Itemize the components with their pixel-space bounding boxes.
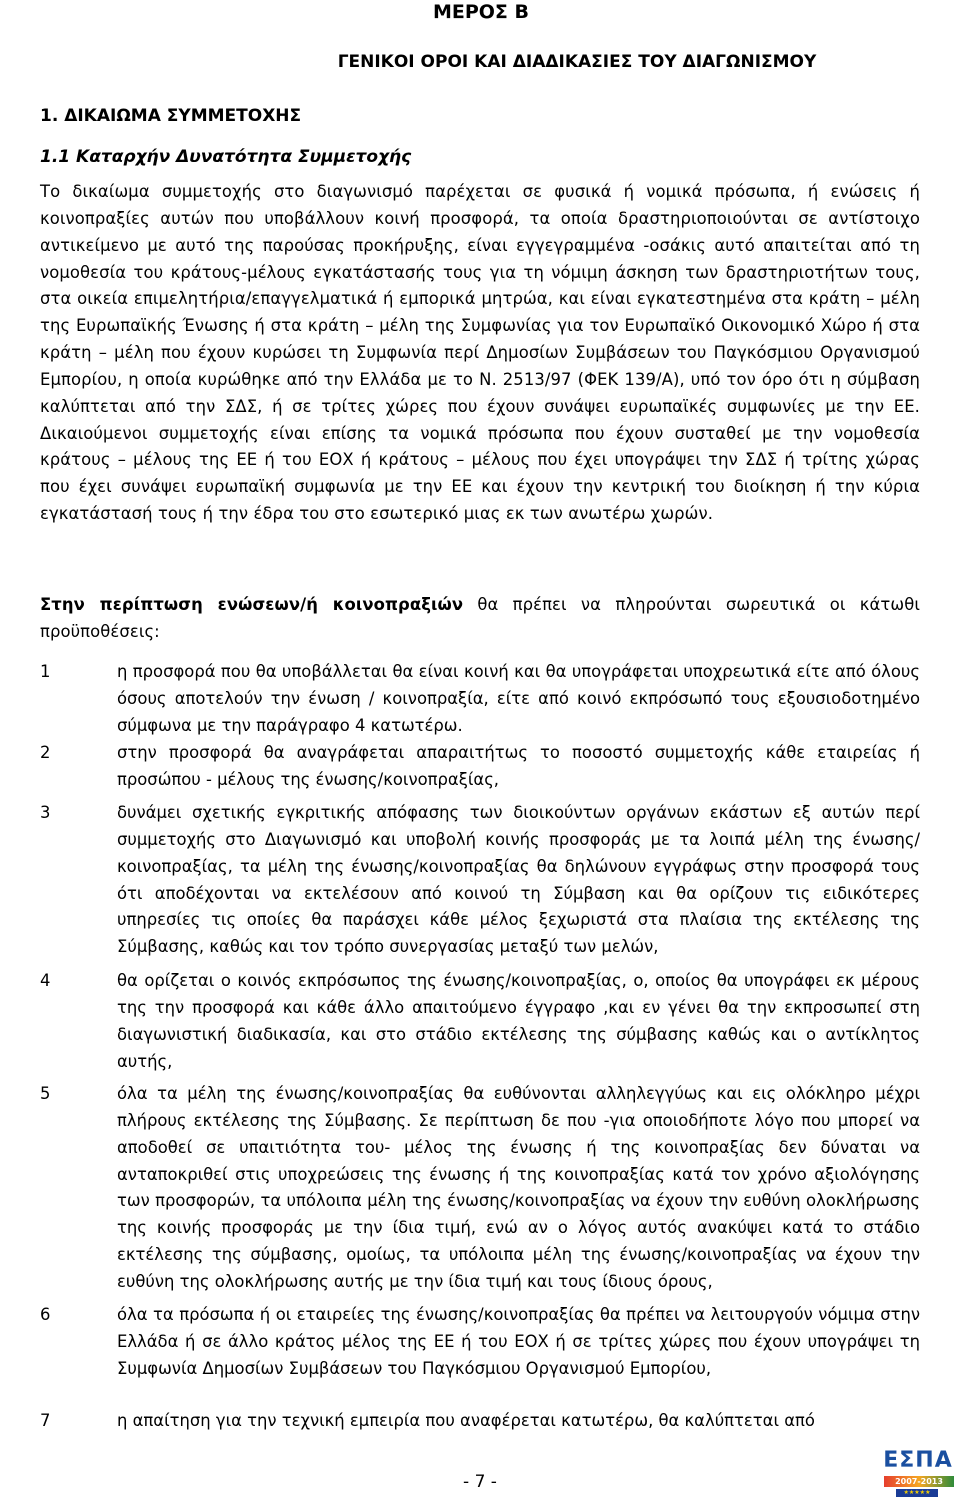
part-title: ΜΕΡΟΣ Β [432, 1, 530, 23]
list-item-text: θα ορίζεται ο κοινός εκπρόσωπος της ένωσης/κοινοπραξίας, ο, οποίος θα υπογράφει εκ μέρους της την προσφορά και κάθε άλλο απαιτούμενο έγγραφο ,και εν γένει θα την εκπροσωπεί στη διαγωνιστική διαδικασία, και στο στάδιο εκτέλεσης της σύμβασης καθώς και ο αντίκλητος αυτής, [117, 971, 920, 1071]
list-item-text: στην προσφορά θα αναγράφεται απαραιτήτως το ποσοστό συμμετοχής κάθε εταιρείας ή προσώπου - μέλους της ένωσης/κοινοπραξίας, [117, 743, 920, 789]
subsection-heading: 1.1 Καταρχήν Δυνατότητα Συμμετοχής [40, 147, 412, 167]
list-item-text: δυνάμει σχετικής εγκριτικής απόφασης των διοικούντων οργάνων εκάστων εξ αυτών περί συμμετοχής στο Διαγωνισμό και υποβολή κοινής προσφοράς με τα λοιπά μέλη της ένωσης/κοινοπραξίας, τα μέλη της ένωσης/κοινοπραξίας θα δηλώνουν εγγράφως στην προσφορά τους ότι αποδέχονται να εκτελέσουν από κοινού τη Σύμβαση και θα ορίζουν τις ειδικότερες υπηρεσίες τις οποίες θα παράσχει κάθε μέλος ξεχωριστά στα πλαίσια της εκτέλεσης της Σύμβασης, καθώς και τον τρόπο συνεργασίας μεταξύ των μελών, [117, 803, 920, 957]
list-item-number: 6 [40, 1305, 51, 1324]
eu-flag-icon: ★★★★★ [896, 1489, 938, 1497]
espa-logo-years: 2007-2013 [884, 1476, 954, 1487]
section-heading: 1. ΔΙΚΑΙΩΜΑ ΣΥΜΜΕΤΟΧΗΣ [40, 106, 302, 126]
list-item-text: όλα τα μέλη της ένωσης/κοινοπραξίας θα ευθύνονται αλληλεγγύως και εις ολόκληρο μέχρι πλήρους εκτέλεσης της Σύμβασης. Σε περίπτωση δε που -για οποιοδήποτε λόγο που μπορεί να αποδοθεί σε υπαιτιότητα του- μέλος της ένωσης ή της κοινοπραξίας δεν δύναται να ανταποκριθεί στις υποχρεώσεις της ένωσης ή της κοινοπραξίας κατά τον χρόνο αξιολόγησης των προσφορών, τα υπόλοιπα μέλη της ένωσης/κοινοπραξίας να έχουν την ευθύνη ολοκλήρωσης της κοινής προσφοράς με την ίδια τιμή, ενώ αν ο λόγος αυτός ανακύψει κατά το στάδιο εκτέλεσης της σύμβασης, ομοίως, τα υπόλοιπα μέλη της ένωσης/κοινοπραξίας να έχουν την ευθύνη της ολοκλήρωσης αυτής με την ίδια τιμή και τους ίδιους όρους, [117, 1084, 920, 1291]
page-number: - 7 - [463, 1472, 497, 1492]
espa-logo-text: ΕΣΠΑ [883, 1448, 953, 1473]
list-item-text: η απαίτηση για την τεχνική εμπειρία που αναφέρεται κατωτέρω, θα καλύπτεται από [117, 1411, 815, 1430]
list-item-number: 4 [40, 971, 51, 990]
list-item-number: 3 [40, 803, 51, 822]
list-item-number: 5 [40, 1084, 51, 1103]
list-item-text: η προσφορά που θα υποβάλλεται θα είναι κοινή και θα υπογράφεται υποχρεωτικά είτε από όλους όσους αποτελούν την ένωση / κοινοπραξία, είτε από κοινό εκπρόσωπό τους εξουσιοδοτημένο σύμφωνα με την παράγραφο 4 κατωτέρω. [117, 662, 920, 735]
list-item-number: 7 [40, 1411, 51, 1430]
participation-paragraph: Το δικαίωμα συμμετοχής στο διαγωνισμό παρέχεται σε φυσικά ή νομικά πρόσωπα, ή ενώσεις ή κοινοπραξίες αυτών που υποβάλλουν κοινή προσφορά, τα οποία δραστηριοποιούνται σε αντίστοιχο αντικείμενο με αυτό της παρούσας προκήρυξης, είναι εγγεγραμμένα -οσάκις αυτό απαιτείται από τη νομοθεσία του κράτους-μέλους εγκατάστασής τους για τη νόμιμη άσκηση των δραστηριοτήτων τους, στα οικεία επιμελητήρια/επαγγελματικά ή εμπορικά μητρώα, και είναι εγκατεστημένα στα κράτη – μέλη της Ευρωπαϊκής Ένωσης ή στα κράτη – μέλη της Συμφωνίας για τον Ευρωπαϊκό Οικονομικό Χώρο ή στα κράτη – μέλη που έχουν κυρώσει τη Συμφωνία περί Δημοσίων Συμβάσεων του Παγκόσμιου Οργανισμού Εμπορίου, η οποία κυρώθηκε από την Ελλάδα με το Ν. 2513/97 (ΦΕΚ 139/Α), υπό τον όρο ότι η σύμβαση καλύπτεται από την ΣΔΣ, ή σε τρίτες χώρες που έχουν συνάψει ευρωπαϊκές συμφωνίες με την ΕΕ. Δικαιούμενοι συμμετοχής είναι επίσης τα νομικά πρόσωπα που έχουν συσταθεί με την νομοθεσία κράτους – μέλους της ΕΕ ή του ΕΟΧ ή κράτους – μέλους που έχει υπογράψει την ΣΔΣ ή τρίτης χώρας που έχει συνάψει ευρωπαϊκή συμφωνία με την ΕΕ και έχουν την κεντρική του διοίκηση ή την κύρια εγκατάστασή τους ή την έδρα του στο εσωτερικό μιας εκ των ανωτέρω χωρών. [40, 182, 920, 524]
joint-ventures-paragraph [40, 592, 920, 646]
joint-ventures-text: θα πρέπει να πληρούνται σωρευτικά οι κάτωθι προϋποθέσεις: [40, 595, 920, 641]
joint-ventures-emphasis: Στην περίπτωση ενώσεων/ή κοινοπραξιών [40, 595, 464, 614]
list-item-text: όλα τα πρόσωπα ή οι εταιρείες της ένωσης/κοινοπραξίας θα πρέπει να λειτουργούν νόμιμα στην Ελλάδα ή σε άλλο κράτος μέλος της ΕΕ ή του ΕΟΧ ή σε τρίτες χώρες που έχουν υπογράψει τη Συμφωνία Δημοσίων Συμβάσεων του Παγκόσμιου Οργανισμού Εμπορίου, [117, 1305, 920, 1378]
general-title: ΓΕΝΙΚΟΙ ΟΡΟΙ ΚΑΙ ΔΙΑΔΙΚΑΣΙΕΣ ΤΟΥ ΔΙΑΓΩΝΙΣΜΟΥ [337, 52, 817, 72]
espa-logo [882, 1448, 954, 1498]
list-item-number: 1 [40, 662, 51, 681]
list-item-number: 2 [40, 743, 51, 762]
